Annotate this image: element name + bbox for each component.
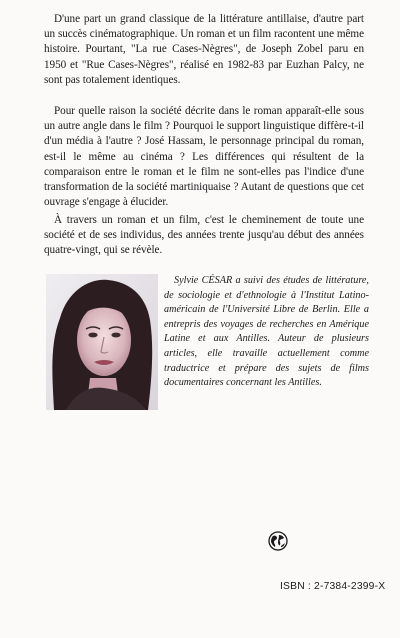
- globe-logo-icon: [268, 531, 288, 551]
- paragraph-conclusion: À travers un roman et un film, c'est le cheminement de toute une société et de ses individus, des années trente jusqu'au début des années quatre-vingt, qui se révèle.: [44, 214, 364, 257]
- author-bio: [164, 274, 369, 391]
- author-name: Sylvie CÉSAR: [174, 275, 233, 286]
- paragraph-questions: Pour quelle raison la société décrite dans le roman apparaît-elle sous un autre angle dans le film ? Pourquoi le support linguistique diffère-t-il d'un média à l'autre ? José Hassam, le personnage principal du roman, est-il le même au cinéma ? Les différences qui résultent de la comparaison entre le roman et le film ne sont-elles pas l'indice d'une transformation de la société martiniquaise ? Autant de questions que cet ouvrage s'engage à élucider.: [44, 105, 364, 209]
- author-bio-text: a suivi des études de littérature, de sociologie et d'ethnologie à l'Institut Latino-américain de l'Université Libre de Berlin. Elle a entrepris des voyages de recherches en Amérique Latine et aux Antilles. Auteur de plusieurs articles, elle travaille actuellement comme traductrice et prépare des sujets de films documentaires concernant les Antilles.: [164, 275, 369, 389]
- author-photo: [46, 274, 158, 410]
- paragraph-intro: D'une part un grand classique de la littérature antillaise, d'autre part un succès cinématographique. Un roman et un film racontent une même histoire. Pourtant, "La rue Cases-Nègres", de Joseph Zobel paru en 1950 et "Rue Cases-Nègres", réalisé en 1982-83 par Euzhan Palcy, ne sont pas totalement identiques.: [44, 13, 364, 86]
- isbn-code: ISBN : 2-7384-2399-X: [280, 581, 386, 592]
